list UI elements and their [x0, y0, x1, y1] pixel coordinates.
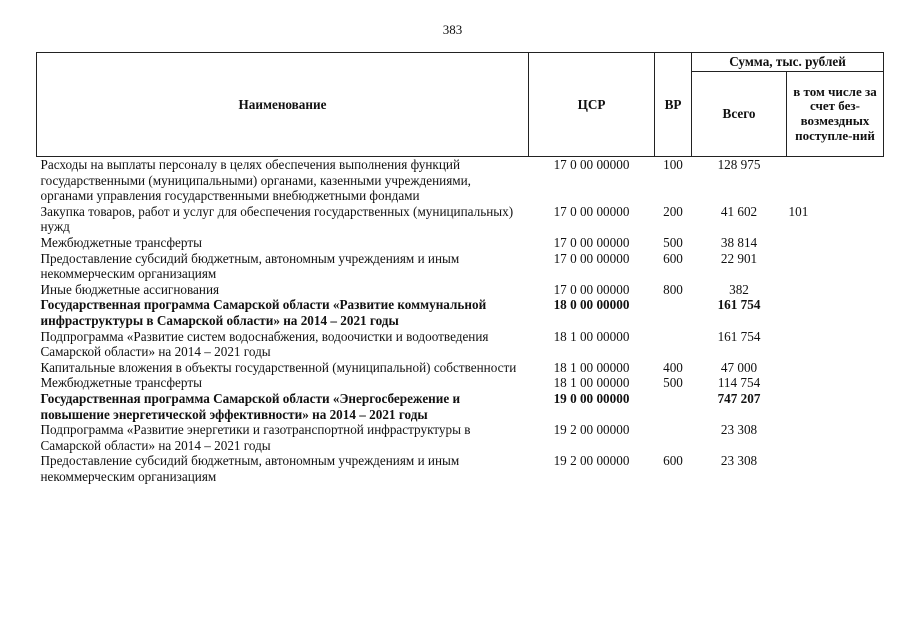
row-csr: 18 0 00 00000 [553, 297, 630, 313]
header-csr: ЦСР [529, 53, 655, 157]
table-row [37, 375, 884, 391]
row-name: Расходы на выплаты персоналу в целях обеспечения выполнения функций государственными (муниципальными) органами, казенными учреждениями, органами управления государственными внебюджетными фондами [40, 157, 471, 204]
budget-table [36, 52, 884, 484]
table-row [37, 204, 884, 235]
row-total: 382 [729, 281, 749, 297]
table-row [37, 235, 884, 251]
row-vr: 600 [663, 250, 683, 266]
row-total: 41 602 [720, 203, 758, 219]
row-grants [787, 329, 884, 360]
row-grants [787, 453, 884, 484]
row-name: Подпрограмма «Развитие систем водоснабжения, водоочистки и водоотведения Самарской области» на 2014 – 2021 годы [40, 328, 489, 360]
header-grants: в том числе за счет без-возмездных поступле-ний [787, 72, 884, 157]
row-total: 23 308 [720, 453, 758, 469]
row-name: Предоставление субсидий бюджетным, автономным учреждениям и иным некоммерческим организациям [40, 453, 460, 484]
page-number: 383 [442, 22, 463, 37]
row-name: Предоставление субсидий бюджетным, автономным учреждениям и иным некоммерческим организациям [40, 250, 460, 282]
row-grants [787, 282, 884, 298]
row-grants [787, 297, 884, 328]
row-vr: 600 [663, 453, 683, 469]
table-row [37, 360, 884, 376]
table-row [37, 282, 884, 298]
row-total: 22 901 [720, 250, 758, 266]
row-csr: 19 2 00 00000 [553, 422, 630, 438]
row-csr: 18 1 00 00000 [553, 359, 630, 375]
row-name: Государственная программа Самарской области «Энергосбережение и повышение энергетической эффективности» на 2014 – 2021 годы [40, 390, 461, 422]
table-row [37, 422, 884, 453]
row-total: 128 975 [717, 157, 761, 172]
row-vr: 800 [663, 281, 683, 297]
row-name: Иные бюджетные ассигнования [40, 281, 220, 297]
table-row [37, 297, 884, 328]
header-total: Всего [692, 72, 787, 157]
row-total: 23 308 [720, 422, 758, 438]
row-grants [787, 360, 884, 376]
row-name: Капитальные вложения в объекты государственной (муниципальной) собственности [40, 359, 517, 375]
row-csr: 18 1 00 00000 [553, 328, 630, 344]
table-row [37, 251, 884, 282]
row-grants [787, 422, 884, 453]
row-csr: 17 0 00 00000 [553, 157, 630, 172]
row-csr: 17 0 00 00000 [553, 250, 630, 266]
row-name: Межбюджетные трансферты [40, 375, 202, 391]
table-body [37, 157, 884, 485]
header-sum: Сумма, тыс. рублей [692, 53, 884, 72]
row-name: Государственная программа Самарской области «Развитие коммунальной инфраструктуры в Самарской области» на 2014 – 2021 годы [40, 297, 487, 328]
row-name: Межбюджетные трансферты [40, 234, 202, 250]
row-vr: 500 [663, 375, 683, 391]
table-row [37, 329, 884, 360]
row-grants: 101 [788, 203, 809, 219]
row-csr: 19 0 00 00000 [553, 390, 630, 406]
table-row [37, 391, 884, 422]
row-grants [787, 391, 884, 422]
header-vr: ВР [655, 53, 692, 157]
row-vr: 400 [663, 359, 683, 375]
row-grants [787, 251, 884, 282]
row-csr: 17 0 00 00000 [553, 281, 630, 297]
row-vr: 500 [663, 234, 683, 250]
row-vr [655, 391, 692, 422]
table-header [37, 53, 884, 157]
row-total: 161 754 [717, 328, 761, 344]
row-grants [787, 157, 884, 204]
row-vr: 200 [663, 203, 683, 219]
row-total: 114 754 [717, 375, 761, 391]
row-total: 161 754 [717, 297, 761, 313]
row-vr [655, 297, 692, 328]
row-vr: 100 [663, 157, 683, 172]
row-csr: 19 2 00 00000 [553, 453, 630, 469]
row-grants [787, 375, 884, 391]
row-name: Подпрограмма «Развитие энергетики и газотранспортной инфраструктуры в Самарской области» на 2014 – 2021 годы [40, 422, 471, 453]
row-vr [655, 422, 692, 453]
table-row [37, 157, 884, 204]
row-name: Закупка товаров, работ и услуг для обеспечения государственных (муниципальных) нужд [40, 203, 514, 235]
row-csr: 17 0 00 00000 [553, 203, 630, 219]
row-total: 38 814 [720, 234, 758, 250]
row-csr: 18 1 00 00000 [553, 375, 630, 391]
row-total: 47 000 [720, 359, 758, 375]
row-grants [787, 235, 884, 251]
header-name: Наименование [37, 53, 529, 157]
row-total: 747 207 [717, 390, 761, 406]
table-row [37, 453, 884, 484]
row-vr [655, 329, 692, 360]
row-csr: 17 0 00 00000 [553, 234, 630, 250]
